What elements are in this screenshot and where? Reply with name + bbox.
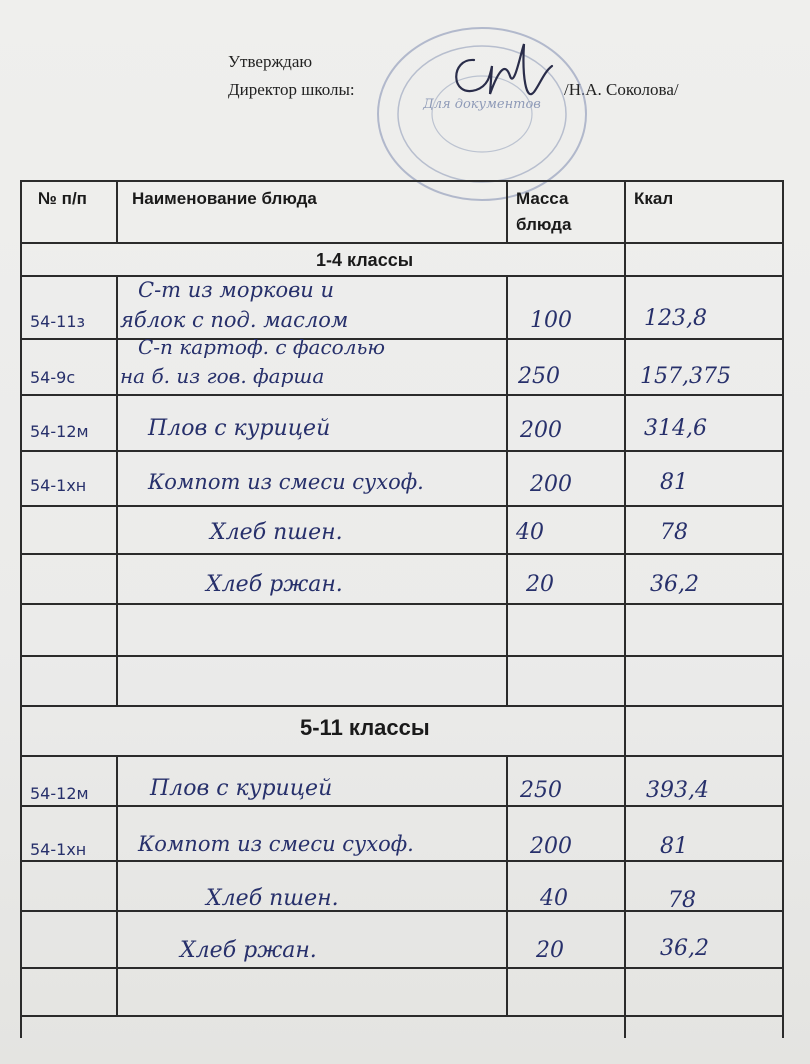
row-mass: 20 xyxy=(536,938,564,963)
row-dish: Хлеб пшен. xyxy=(210,520,343,545)
row-mass: 100 xyxy=(530,308,572,333)
row-mass: 200 xyxy=(530,834,572,859)
seal-text: Для документов xyxy=(423,97,541,112)
row-code: 54-12м xyxy=(30,422,89,441)
approval-title: Утверждаю xyxy=(228,52,313,71)
row-kcal: 393,4 xyxy=(646,778,709,803)
row-dish-line: С-т из моркови и xyxy=(138,278,335,302)
director-signature xyxy=(440,36,560,106)
row-mass: 40 xyxy=(516,520,544,545)
row-kcal: 81 xyxy=(660,470,688,495)
director-name: /Н.А. Соколова/ xyxy=(564,80,679,99)
row-mass: 200 xyxy=(520,418,562,443)
row-dish: Хлеб ржан. xyxy=(180,938,317,963)
row-dish: Плов с курицей xyxy=(150,776,333,801)
row-kcal: 81 xyxy=(660,834,688,859)
header-kcal: Ккал xyxy=(634,189,674,208)
row-kcal: 36,2 xyxy=(660,936,709,961)
row-dish-line: яблок с под. маслом xyxy=(120,308,349,332)
menu-table xyxy=(20,180,784,1038)
row-code: 54-1хн xyxy=(30,476,87,495)
header-mass: Масса блюда xyxy=(516,189,572,234)
director-label: Директор школы: xyxy=(228,80,355,99)
row-kcal: 36,2 xyxy=(650,572,699,597)
row-dish: Хлеб ржан. xyxy=(206,572,343,597)
row-kcal: 123,8 xyxy=(644,306,707,331)
row-mass: 200 xyxy=(530,472,572,497)
row-code: 54-11з xyxy=(30,312,85,331)
row-code: 54-9с xyxy=(30,368,76,387)
row-kcal: 157,375 xyxy=(640,364,731,389)
row-dish: Компот из смеси сухоф. xyxy=(148,470,424,494)
row-dish-line: на б. из гов. фарша xyxy=(120,364,325,388)
row-kcal: 78 xyxy=(668,888,696,913)
row-dish: Компот из смеси сухоф. xyxy=(138,832,414,856)
row-code: 54-12м xyxy=(30,784,89,803)
row-dish: Плов с курицей xyxy=(148,416,331,441)
row-dish: Хлеб пшен. xyxy=(206,886,339,911)
row-mass: 40 xyxy=(540,886,568,911)
section-title-5-11: 5-11 классы xyxy=(300,715,430,740)
row-code: 54-1хн xyxy=(30,840,87,859)
header-dish: Наименование блюда xyxy=(132,189,317,208)
section-title-1-4: 1-4 классы xyxy=(316,250,414,270)
row-mass: 250 xyxy=(518,364,560,389)
row-dish-line: С-п картоф. с фасолью xyxy=(138,335,385,359)
row-mass: 250 xyxy=(520,778,562,803)
row-kcal: 78 xyxy=(660,520,688,545)
row-kcal: 314,6 xyxy=(644,416,707,441)
header-number: № п/п xyxy=(38,189,87,208)
row-mass: 20 xyxy=(526,572,554,597)
approval-block xyxy=(228,48,679,104)
